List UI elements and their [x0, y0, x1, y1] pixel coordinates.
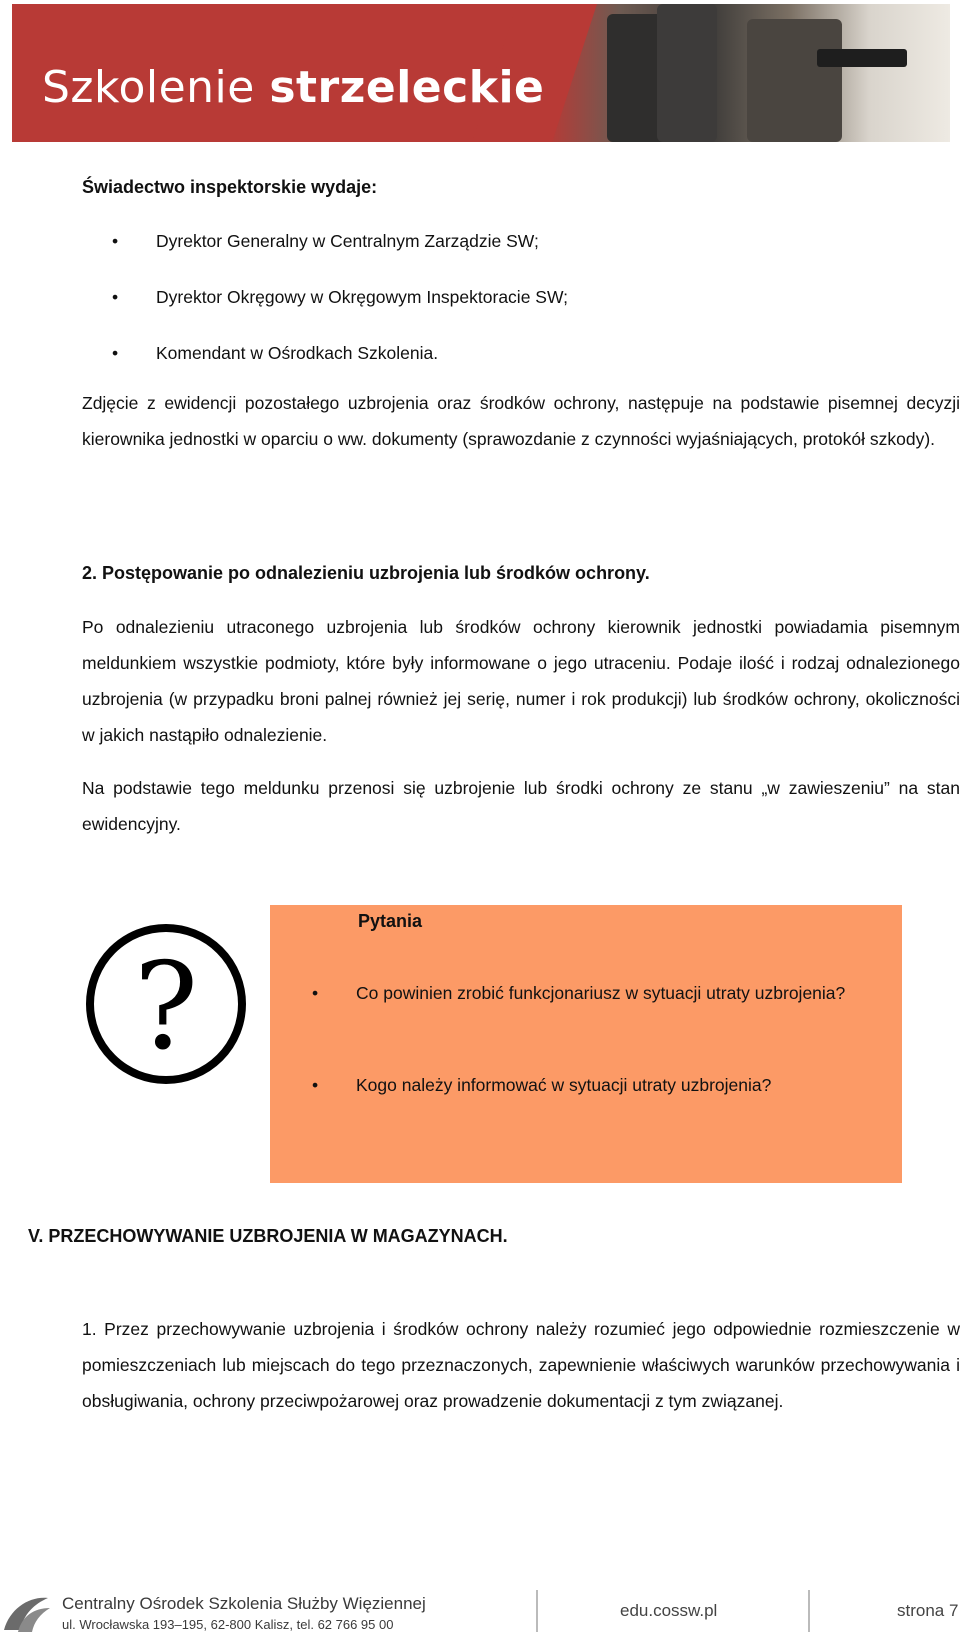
- write-off-paragraph: Zdjęcie z ewidencji pozostałego uzbrojenia oraz środków ochrony, następuje na podstawie pisemnej decyzji kierownika jednostki w oparciu o ww. dokumenty (sprawozdanie z czynności wyjaśniających, protokół szkody).: [82, 393, 960, 449]
- question-text: Co powinien zrobić funkcjonariusz w sytuacji utraty uzbrojenia?: [356, 983, 846, 1003]
- page-number: strona 7: [897, 1601, 959, 1620]
- banner-title-light: Szkolenie: [42, 62, 270, 113]
- storage-heading: V. PRZECHOWYWANIE UZBROJENIA W MAGAZYNACH.: [28, 1226, 508, 1246]
- footer-divider: [808, 1590, 810, 1632]
- bullet-icon: •: [112, 343, 119, 363]
- footer-org: Centralny Ośrodek Szkolenia Służby Więziennej: [62, 1594, 426, 1613]
- list-item-text: Dyrektor Generalny w Centralnym Zarządzie SW;: [156, 231, 539, 251]
- banner-photo: [547, 4, 950, 142]
- list-item: [112, 231, 539, 252]
- footer-url[interactable]: edu.cossw.pl: [620, 1601, 718, 1620]
- cossw-logo-icon: [0, 1590, 52, 1635]
- bullet-icon: •: [112, 287, 119, 307]
- question-text: Kogo należy informować w sytuacji utraty uzbrojenia?: [356, 1075, 772, 1095]
- list-item-text: Dyrektor Okręgowy w Okręgowym Inspektoracie SW;: [156, 287, 569, 307]
- bullet-icon: •: [312, 983, 319, 1003]
- banner-title: [42, 62, 544, 113]
- question-mark-icon: [84, 922, 248, 1086]
- footer-divider: [536, 1590, 538, 1632]
- questions-title: Pytania: [358, 911, 423, 931]
- inspector-heading: Świadectwo inspektorskie wydaje:: [82, 177, 378, 197]
- instructor-figure: [657, 4, 717, 142]
- list-item: [112, 343, 439, 364]
- list-item-text: Komendant w Ośrodkach Szkolenia.: [156, 343, 439, 363]
- recovery-heading: 2. Postępowanie po odnalezieniu uzbrojenia lub środków ochrony.: [82, 563, 650, 583]
- question-item: [312, 1067, 890, 1103]
- header-banner: [12, 4, 950, 142]
- status-paragraph: Na podstawie tego meldunku przenosi się uzbrojenie lub środki ochrony ze stanu „w zawieszeniu” na stan ewidencyjny.: [82, 778, 960, 834]
- aiming-figure: [747, 19, 842, 142]
- banner-title-bold: strzeleckie: [269, 62, 545, 113]
- storage-paragraph: 1. Przez przechowywanie uzbrojenia i środków ochrony należy rozumieć jego odpowiednie rozmieszczenie w pomieszczeniach lub miejscach do tego przeznaczonych, zapewnienie właściwych warunków przechowywania i obsługiwania, ochrony przeciwpożarowej oraz prowadzenie dokumentacji z tym związanej.: [82, 1319, 960, 1411]
- footer-address: ul. Wrocławska 193–195, 62-800 Kalisz, tel. 62 766 95 00: [62, 1617, 394, 1632]
- recovery-paragraph: Po odnalezieniu utraconego uzbrojenia lub środków ochrony kierownik jednostki powiadamia pisemnym meldunkiem wszystkie podmioty, które były informowane o jego utraceniu. Podaje ilość i rodzaj odnalezionego uzbrojenia (w przypadku broni palnej również jej serię, numer i rok produkcji) lub środków ochrony, okoliczności w jakich nastąpiło odnalezienie.: [82, 617, 960, 745]
- bullet-icon: •: [112, 231, 119, 251]
- svg-text:?: ?: [133, 938, 199, 1077]
- questions-box: [270, 905, 902, 1183]
- bullet-icon: •: [312, 1075, 319, 1095]
- rifle-shape: [817, 49, 907, 67]
- list-item: [112, 287, 569, 308]
- question-item: [312, 975, 890, 1011]
